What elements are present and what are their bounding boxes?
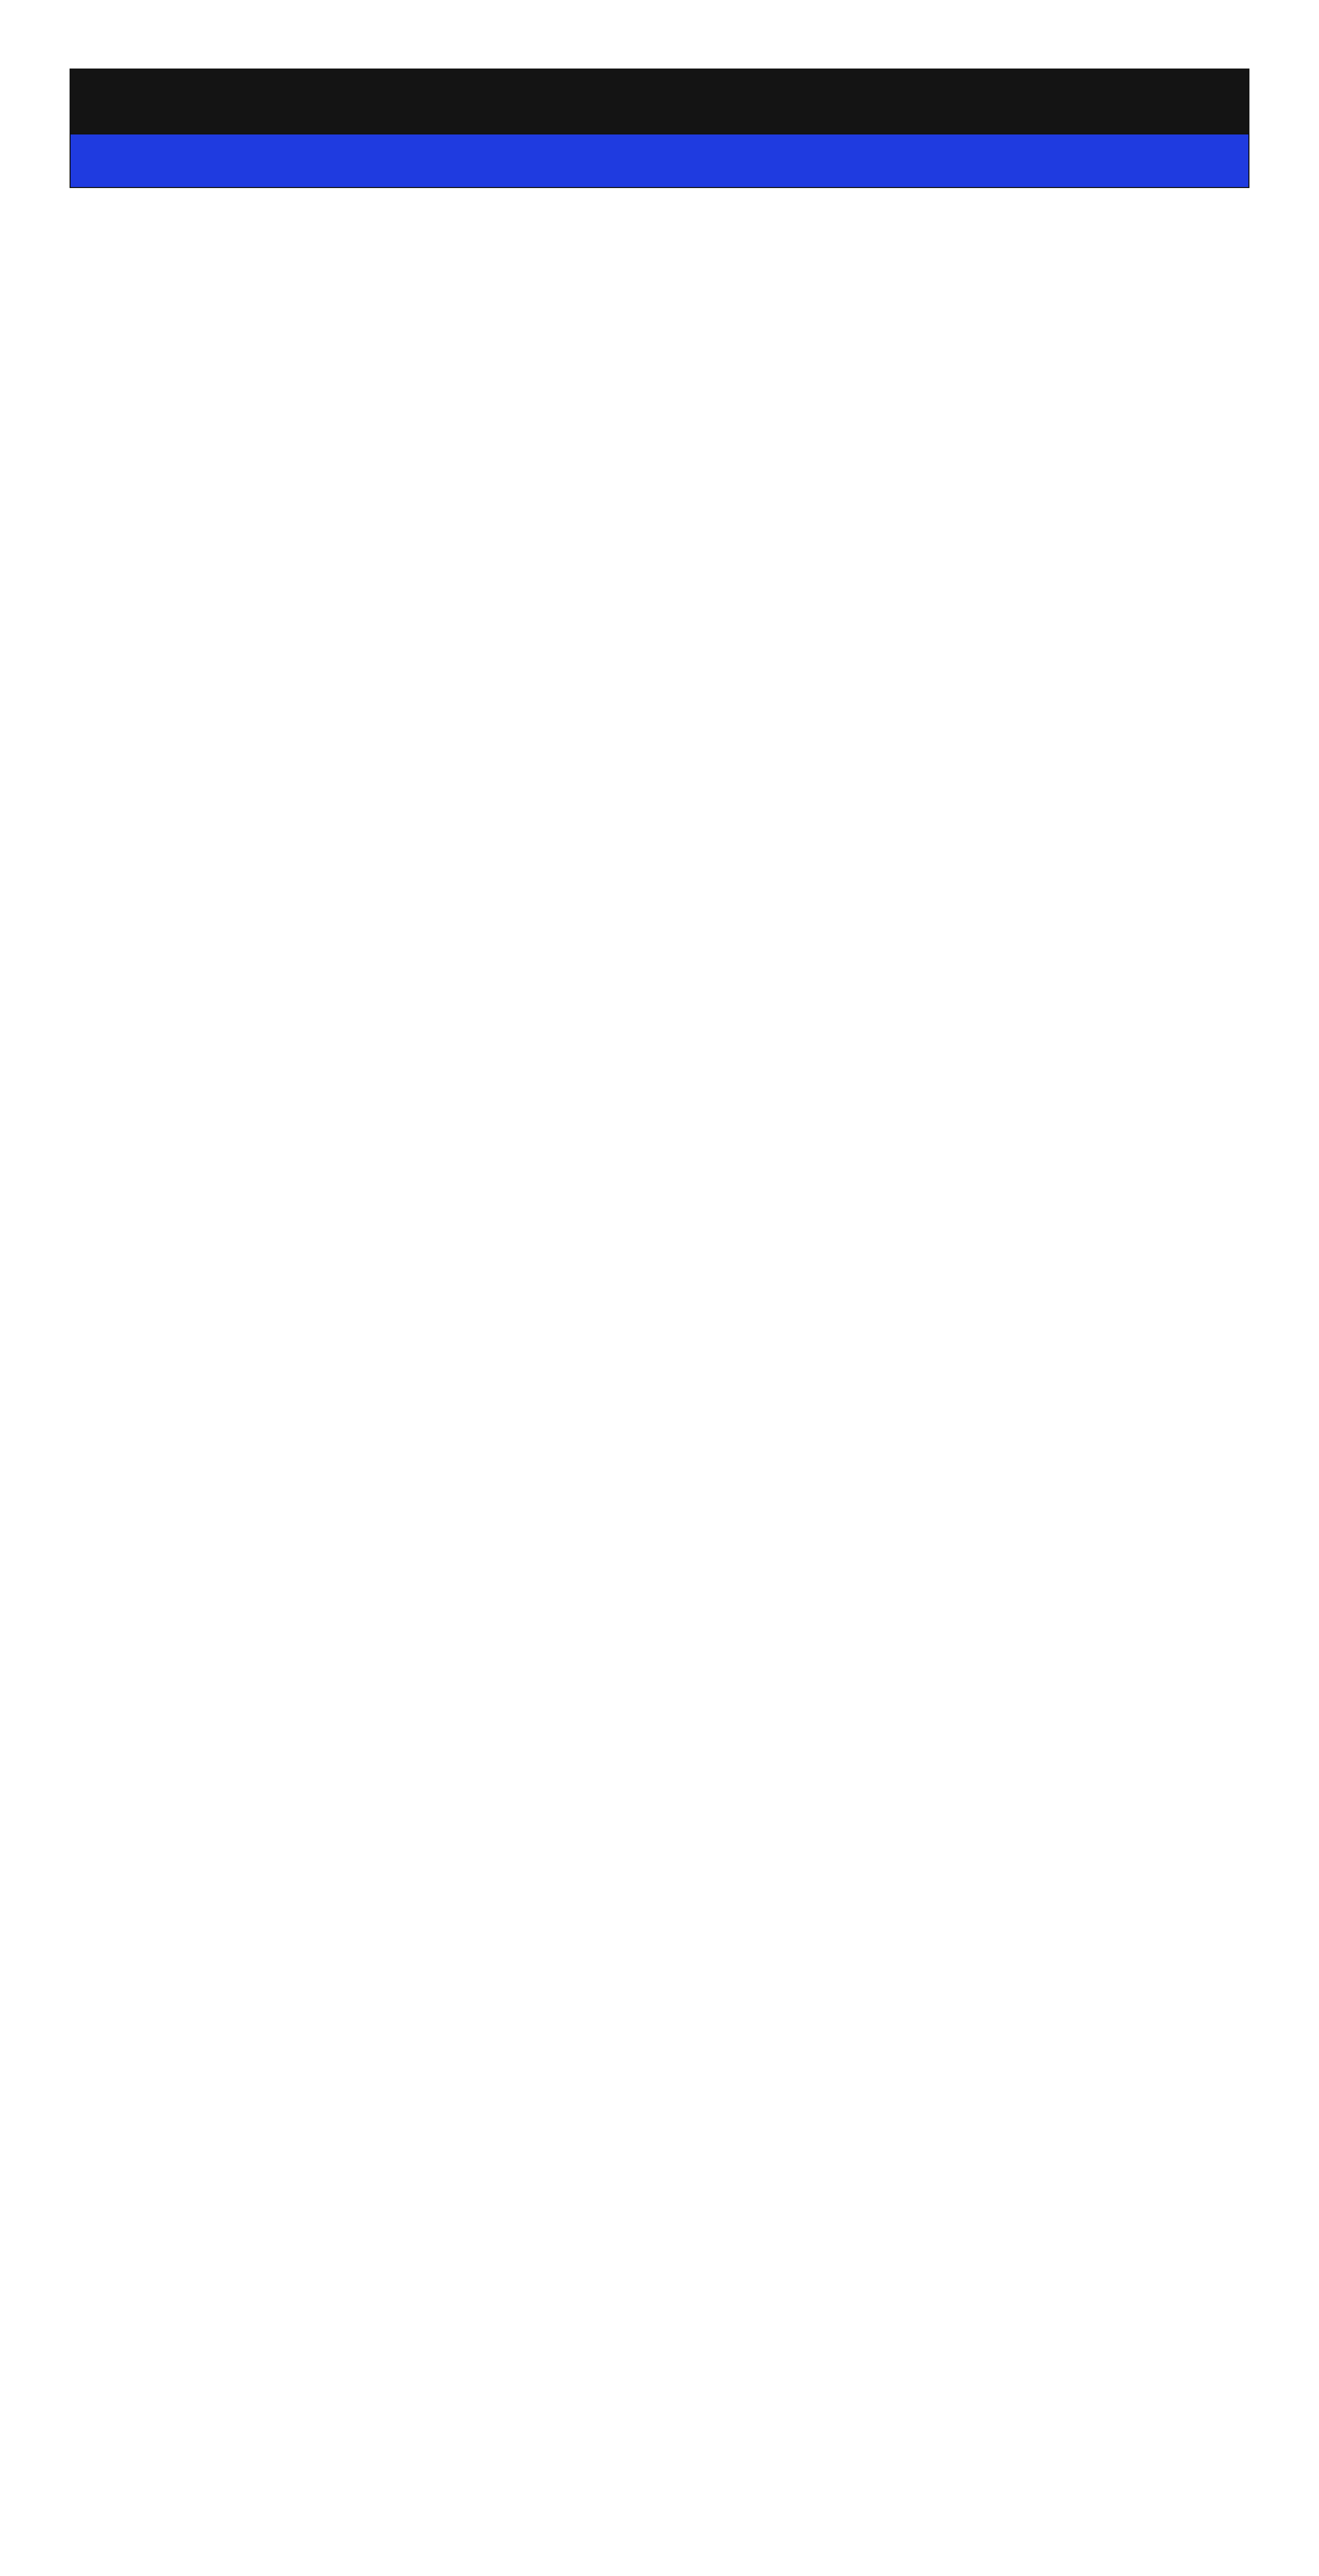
page-title bbox=[70, 69, 1249, 133]
topic-heading bbox=[70, 133, 1249, 188]
mindmap-table bbox=[70, 69, 1249, 2576]
